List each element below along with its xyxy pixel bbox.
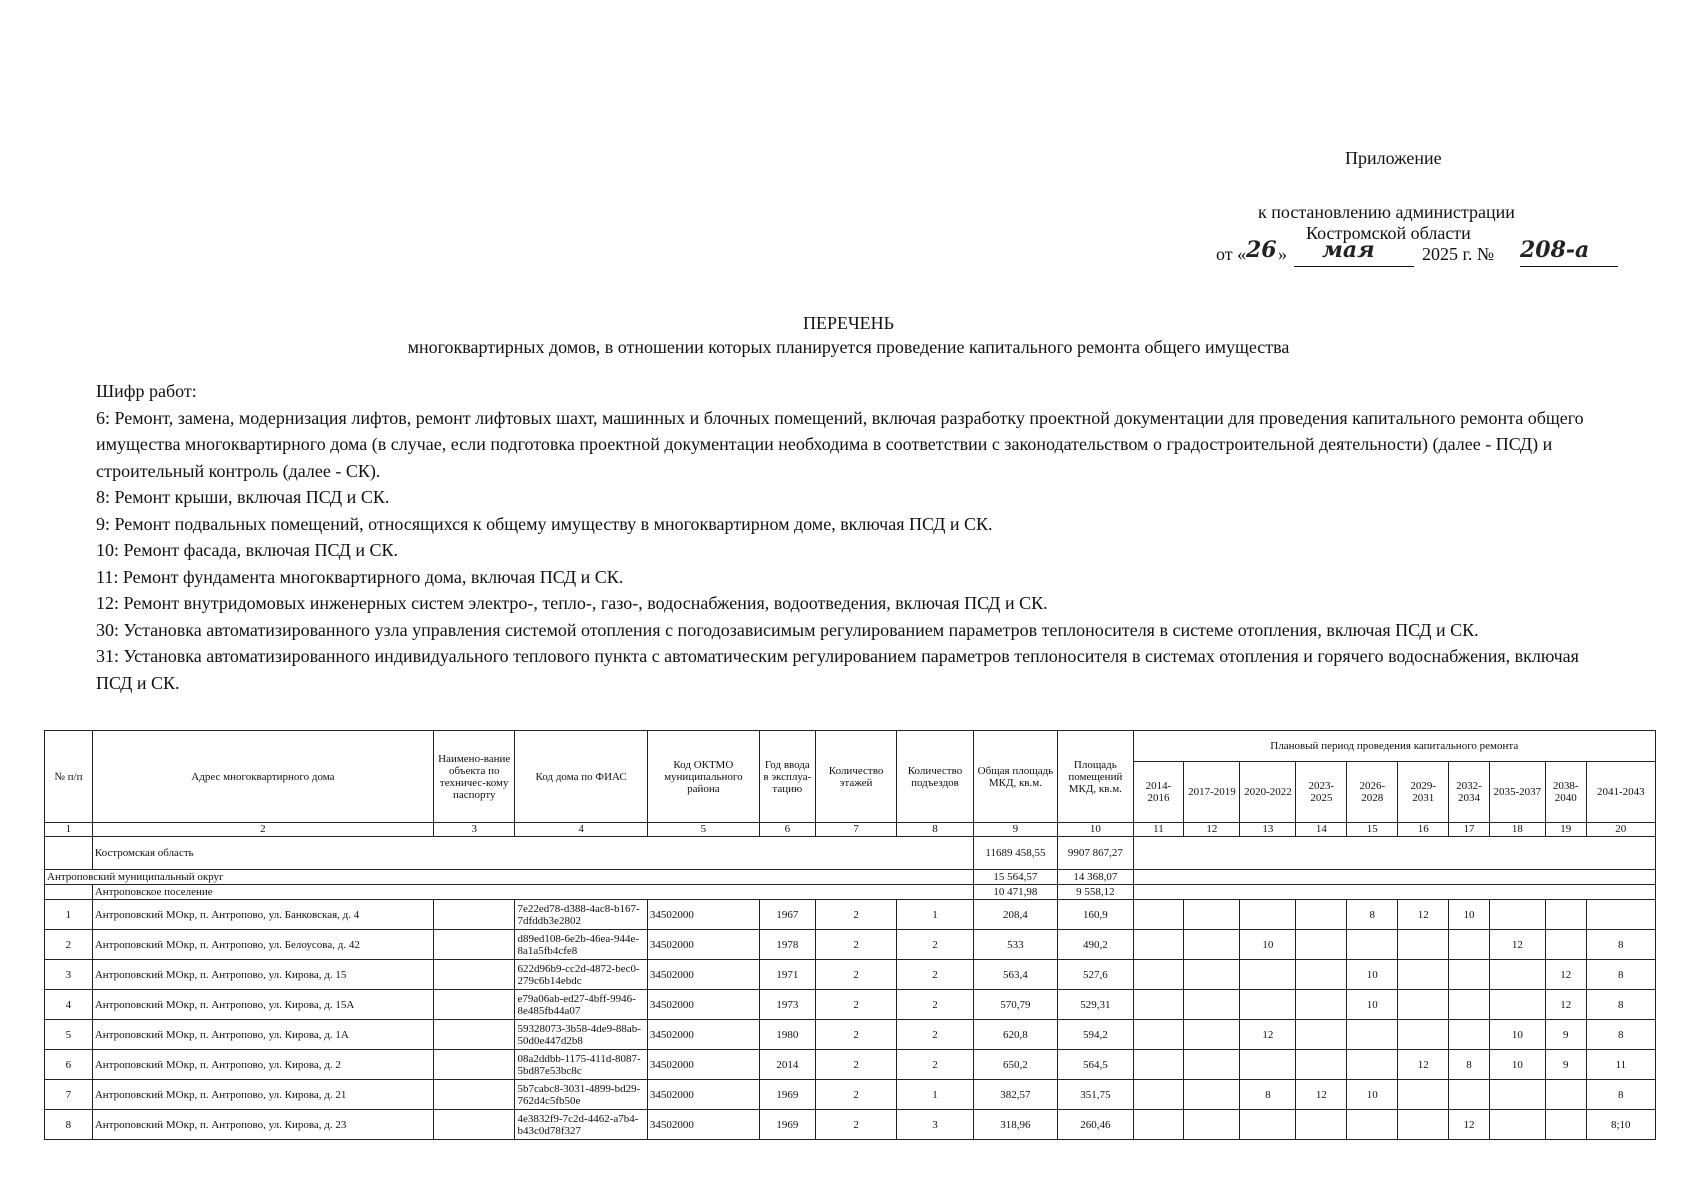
table-row [45, 1080, 1656, 1110]
row-number: 8 [45, 1110, 93, 1140]
row-fias: 08a2ddbb-1175-411d-8087-5bd87e53bc8c [515, 1050, 647, 1080]
municipality-name: Антроповский муниципальный округ [45, 870, 974, 885]
table-row [45, 1110, 1656, 1140]
row-period-1 [1184, 930, 1240, 960]
row-total-area: 620,8 [973, 1020, 1058, 1050]
row-number: 4 [45, 990, 93, 1020]
row-period-7: 10 [1489, 1050, 1545, 1080]
row-period-8 [1545, 930, 1586, 960]
row-period-5 [1398, 930, 1449, 960]
code-8: 8: Ремонт крыши, включая ПСД и СК. [96, 487, 390, 507]
column-number: 13 [1240, 823, 1296, 837]
code-10: 10: Ремонт фасада, включая ПСД и СК. [96, 540, 398, 560]
column-number: 4 [515, 823, 647, 837]
row-year: 1978 [759, 930, 815, 960]
row-fias: 4e3832f9-7c2d-4462-a7b4-b43c0d78f327 [515, 1110, 647, 1140]
column-number: 6 [759, 823, 815, 837]
decree-line-2: Костромской области [1306, 223, 1471, 243]
header-oktmo: Код ОКТМО муниципального района [647, 731, 759, 823]
row-period-2 [1240, 1110, 1296, 1140]
code-12: 12: Ремонт внутридомовых инженерных систем электро-, тепло-, газо-, водоснабжения, водоотведения, включая ПСД и СК. [96, 593, 1048, 613]
row-period-1 [1184, 990, 1240, 1020]
date-year: 2025 г. № [1422, 244, 1495, 264]
row-period-0 [1133, 960, 1184, 990]
row-period-4: 8 [1347, 900, 1398, 930]
row-fias: 5b7cabc8-3031-4899-bd29-762d4c5fb50e [515, 1080, 647, 1110]
region-total-area: 11689 458,55 [973, 837, 1058, 870]
row-oktmo: 34502000 [647, 960, 759, 990]
row-period-3 [1296, 990, 1347, 1020]
row-period-1 [1184, 1020, 1240, 1050]
column-number: 9 [973, 823, 1058, 837]
row-name [434, 1050, 515, 1080]
column-number: 19 [1545, 823, 1586, 837]
row-period-8 [1545, 1080, 1586, 1110]
region-room-area: 9907 867,27 [1058, 837, 1133, 870]
row-period-8 [1545, 900, 1586, 930]
row-period-2 [1240, 960, 1296, 990]
code-30: 30: Установка автоматизированного узла управления системой отопления с погодозависимым регулированием параметров теплоносителя в системе отопления, включая ПСД и СК. [96, 619, 1479, 640]
header-period-3: 2023-2025 [1296, 762, 1347, 823]
houses-table [44, 730, 1656, 1140]
row-period-9: 8 [1586, 930, 1655, 960]
row-period-4: 10 [1347, 960, 1398, 990]
row-total-area: 318,96 [973, 1110, 1058, 1140]
row-period-0 [1133, 1110, 1184, 1140]
column-number: 10 [1058, 823, 1133, 837]
row-period-9: 11 [1586, 1050, 1655, 1080]
row-fias: e79a06ab-ed27-4bff-9946-8e485fb44a07 [515, 990, 647, 1020]
row-period-5 [1398, 1080, 1449, 1110]
row-address: Антроповский МОкр, п. Антропово, ул. Банковская, д. 4 [92, 900, 433, 930]
row-year: 1973 [759, 990, 815, 1020]
row-year: 1980 [759, 1020, 815, 1050]
row-period-8: 9 [1545, 1050, 1586, 1080]
row-period-2: 12 [1240, 1020, 1296, 1050]
code-31: 31: Установка автоматизированного индивидуального теплового пункта с автоматическим регулированием параметров теплоносителя в системах отопления и горячего водоснабжения, включая ПСД и СК. [96, 646, 1579, 693]
row-period-9: 8;10 [1586, 1110, 1655, 1140]
row-period-0 [1133, 990, 1184, 1020]
row-period-9: 8 [1586, 990, 1655, 1020]
row-period-0 [1133, 930, 1184, 960]
row-period-1 [1184, 960, 1240, 990]
row-period-0 [1133, 1080, 1184, 1110]
row-period-5: 12 [1398, 1050, 1449, 1080]
codes-heading: Шифр работ: [96, 381, 197, 401]
header-fias: Код дома по ФИАС [515, 731, 647, 823]
row-oktmo: 34502000 [647, 1080, 759, 1110]
row-entrances: 2 [897, 990, 973, 1020]
settlement-name: Антроповское поселение [92, 885, 973, 900]
row-period-4 [1347, 930, 1398, 960]
column-number: 16 [1398, 823, 1449, 837]
row-period-6 [1449, 990, 1490, 1020]
row-period-4 [1347, 1050, 1398, 1080]
row-period-8: 12 [1545, 960, 1586, 990]
column-number: 8 [897, 823, 973, 837]
decree-line-1: к постановлению администрации [1258, 202, 1515, 222]
row-period-8: 12 [1545, 990, 1586, 1020]
row-floors: 2 [815, 990, 896, 1020]
row-address: Антроповский МОкр, п. Антропово, ул. Кирова, д. 2 [92, 1050, 433, 1080]
row-period-0 [1133, 900, 1184, 930]
row-period-3: 12 [1296, 1080, 1347, 1110]
document-title: ПЕРЕЧЕНЬ [802, 313, 895, 333]
header-room-area: Площадь помещений МКД, кв.м. [1058, 731, 1133, 823]
row-period-0 [1133, 1020, 1184, 1050]
row-name [434, 930, 515, 960]
row-floors: 2 [815, 1050, 896, 1080]
header-period: Плановый период проведения капитального ремонта [1133, 731, 1655, 762]
row-total-area: 563,4 [973, 960, 1058, 990]
row-number: 6 [45, 1050, 93, 1080]
row-address: Антроповский МОкр, п. Антропово, ул. Кирова, д. 15 [92, 960, 433, 990]
header-period-2: 2020-2022 [1240, 762, 1296, 823]
column-number: 5 [647, 823, 759, 837]
row-oktmo: 34502000 [647, 1050, 759, 1080]
row-period-9 [1586, 900, 1655, 930]
row-address: Антроповский МОкр, п. Антропово, ул. Кирова, д. 1А [92, 1020, 433, 1050]
date-month-handwritten: мая [1322, 237, 1375, 263]
row-oktmo: 34502000 [647, 1020, 759, 1050]
municipality-room-area: 14 368,07 [1058, 870, 1133, 885]
row-address: Антроповский МОкр, п. Антропово, ул. Кирова, д. 23 [92, 1110, 433, 1140]
row-period-6 [1449, 1080, 1490, 1110]
row-entrances: 1 [897, 1080, 973, 1110]
settlement-room-area: 9 558,12 [1058, 885, 1133, 900]
municipality-row [45, 870, 1656, 885]
row-period-4 [1347, 1110, 1398, 1140]
row-name [434, 1080, 515, 1110]
code-6: 6: Ремонт, замена, модернизация лифтов, ремонт лифтовых шахт, машинных и блочных помещений, включая разработку проектной документации для проведения капитального ремонта общего имущества многоквартирного дома (в случае, если подготовка проектной документации необходима в соответствии с законодательством о градостроительной деятельности) (далее - ПСД) и строительный контроль (далее - СК). [96, 407, 1584, 481]
row-period-8 [1545, 1110, 1586, 1140]
row-room-area: 160,9 [1058, 900, 1133, 930]
row-year: 1969 [759, 1110, 815, 1140]
document-subtitle: многоквартирных домов, в отношении которых планируется проведение капитального ремонта общего имущества [407, 337, 1290, 357]
header-floors: Количество этажей [815, 731, 896, 823]
row-period-3 [1296, 930, 1347, 960]
column-number: 18 [1489, 823, 1545, 837]
row-period-2: 8 [1240, 1080, 1296, 1110]
row-period-7 [1489, 900, 1545, 930]
row-fias: d89ed108-6e2b-46ea-944e-8a1a5fb4cfe8 [515, 930, 647, 960]
row-entrances: 2 [897, 930, 973, 960]
row-period-7: 12 [1489, 930, 1545, 960]
row-period-5 [1398, 960, 1449, 990]
row-name [434, 960, 515, 990]
row-period-3 [1296, 960, 1347, 990]
row-period-6 [1449, 960, 1490, 990]
row-period-5 [1398, 990, 1449, 1020]
row-period-3 [1296, 1050, 1347, 1080]
row-period-7 [1489, 1110, 1545, 1140]
column-number: 14 [1296, 823, 1347, 837]
row-period-2 [1240, 1050, 1296, 1080]
row-total-area: 650,2 [973, 1050, 1058, 1080]
row-total-area: 533 [973, 930, 1058, 960]
row-period-4: 10 [1347, 1080, 1398, 1110]
date-prefix: от « [1216, 244, 1247, 264]
row-floors: 2 [815, 1110, 896, 1140]
column-number: 3 [434, 823, 515, 837]
row-period-4 [1347, 1020, 1398, 1050]
column-number: 7 [815, 823, 896, 837]
row-period-6: 12 [1449, 1110, 1490, 1140]
row-period-7 [1489, 990, 1545, 1020]
row-number: 3 [45, 960, 93, 990]
row-period-2: 10 [1240, 930, 1296, 960]
row-period-3 [1296, 1020, 1347, 1050]
row-period-7: 10 [1489, 1020, 1545, 1050]
row-period-3 [1296, 900, 1347, 930]
row-oktmo: 34502000 [647, 930, 759, 960]
row-period-9: 8 [1586, 960, 1655, 990]
row-period-9: 8 [1586, 1080, 1655, 1110]
row-period-9: 8 [1586, 1020, 1655, 1050]
row-total-area: 382,57 [973, 1080, 1058, 1110]
code-11: 11: Ремонт фундамента многоквартирного дома, включая ПСД и СК. [96, 566, 624, 587]
row-name [434, 1020, 515, 1050]
row-period-6: 10 [1449, 900, 1490, 930]
row-year: 1969 [759, 1080, 815, 1110]
row-period-5: 12 [1398, 900, 1449, 930]
table-row [45, 930, 1656, 960]
row-address: Антроповский МОкр, п. Антропово, ул. Кирова, д. 15А [92, 990, 433, 1020]
column-number: 17 [1449, 823, 1490, 837]
header-total-area: Общая площадь МКД, кв.м. [973, 731, 1058, 823]
column-number: 1 [45, 823, 93, 837]
row-period-6 [1449, 930, 1490, 960]
row-period-1 [1184, 1080, 1240, 1110]
column-number: 2 [92, 823, 433, 837]
header-period-6: 2032-2034 [1449, 762, 1490, 823]
header-name: Наимено-вание объекта по техничес-кому паспорту [434, 731, 515, 823]
header-period-0: 2014-2016 [1133, 762, 1184, 823]
row-period-6 [1449, 1020, 1490, 1050]
row-total-area: 208,4 [973, 900, 1058, 930]
row-year: 1967 [759, 900, 815, 930]
row-period-7 [1489, 1080, 1545, 1110]
table-row [45, 1020, 1656, 1050]
row-floors: 2 [815, 900, 896, 930]
date-day-handwritten: 26 [1246, 237, 1277, 263]
table-row [45, 960, 1656, 990]
row-period-2 [1240, 900, 1296, 930]
region-name: Костромская область [92, 837, 973, 870]
row-period-0 [1133, 1050, 1184, 1080]
row-entrances: 3 [897, 1110, 973, 1140]
column-number: 12 [1184, 823, 1240, 837]
header-address: Адрес многоквартирного дома [92, 731, 433, 823]
row-number: 5 [45, 1020, 93, 1050]
table-row [45, 1050, 1656, 1080]
row-period-6: 8 [1449, 1050, 1490, 1080]
row-period-5 [1398, 1020, 1449, 1050]
row-period-5 [1398, 1110, 1449, 1140]
row-floors: 2 [815, 1020, 896, 1050]
row-oktmo: 34502000 [647, 1110, 759, 1140]
row-fias: 7e22ed78-d388-4ac8-b167-7dfddb3e2802 [515, 900, 647, 930]
row-entrances: 2 [897, 1020, 973, 1050]
row-year: 1971 [759, 960, 815, 990]
row-address: Антроповский МОкр, п. Антропово, ул. Кирова, д. 21 [92, 1080, 433, 1110]
row-oktmo: 34502000 [647, 990, 759, 1020]
header-period-1: 2017-2019 [1184, 762, 1240, 823]
row-entrances: 2 [897, 1050, 973, 1080]
row-room-area: 527,6 [1058, 960, 1133, 990]
row-period-7 [1489, 960, 1545, 990]
row-floors: 2 [815, 930, 896, 960]
row-period-1 [1184, 900, 1240, 930]
code-9: 9: Ремонт подвальных помещений, относящихся к общему имуществу в многоквартирном доме, включая ПСД и СК. [96, 513, 993, 534]
header-period-9: 2041-2043 [1586, 762, 1655, 823]
header-num: № п/п [45, 731, 93, 823]
table-row [45, 900, 1656, 930]
row-fias: 59328073-3b58-4de9-88ab-50d0e447d2b8 [515, 1020, 647, 1050]
row-name [434, 990, 515, 1020]
column-number: 15 [1347, 823, 1398, 837]
row-period-8: 9 [1545, 1020, 1586, 1050]
column-number: 11 [1133, 823, 1184, 837]
header-entrances: Количество подъездов [897, 731, 973, 823]
row-entrances: 2 [897, 960, 973, 990]
municipality-total-area: 15 564,57 [973, 870, 1058, 885]
row-room-area: 490,2 [1058, 930, 1133, 960]
column-number: 20 [1586, 823, 1655, 837]
row-number: 2 [45, 930, 93, 960]
row-total-area: 570,79 [973, 990, 1058, 1020]
header-period-8: 2038-2040 [1545, 762, 1586, 823]
row-room-area: 529,31 [1058, 990, 1133, 1020]
row-fias: 622d96b9-cc2d-4872-bec0-279c6b14ebdc [515, 960, 647, 990]
row-floors: 2 [815, 1080, 896, 1110]
date-quote: » [1278, 244, 1287, 264]
row-entrances: 1 [897, 900, 973, 930]
work-codes [96, 378, 1596, 696]
decree-reference [1190, 202, 1660, 268]
row-name [434, 900, 515, 930]
row-room-area: 594,2 [1058, 1020, 1133, 1050]
header-period-5: 2029-2031 [1398, 762, 1449, 823]
row-name [434, 1110, 515, 1140]
row-period-2 [1240, 990, 1296, 1020]
region-row [45, 837, 1656, 870]
decree-date-line [1190, 237, 1660, 268]
row-period-3 [1296, 1110, 1347, 1140]
row-period-4: 10 [1347, 990, 1398, 1020]
row-number: 7 [45, 1080, 93, 1110]
settlement-total-area: 10 471,98 [973, 885, 1058, 900]
settlement-row [45, 885, 1656, 900]
row-period-1 [1184, 1110, 1240, 1140]
row-room-area: 260,46 [1058, 1110, 1133, 1140]
row-room-area: 564,5 [1058, 1050, 1133, 1080]
row-number: 1 [45, 900, 93, 930]
row-address: Антроповский МОкр, п. Антропово, ул. Белоусова, д. 42 [92, 930, 433, 960]
row-room-area: 351,75 [1058, 1080, 1133, 1110]
decree-number-handwritten: 208-а [1520, 237, 1590, 263]
header-period-4: 2026-2028 [1347, 762, 1398, 823]
row-period-1 [1184, 1050, 1240, 1080]
appendix-label: Приложение [1345, 148, 1442, 168]
row-oktmo: 34502000 [647, 900, 759, 930]
header-period-7: 2035-2037 [1489, 762, 1545, 823]
header-year: Год ввода в эксплуа-тацию [759, 731, 815, 823]
table-row [45, 990, 1656, 1020]
row-year: 2014 [759, 1050, 815, 1080]
row-floors: 2 [815, 960, 896, 990]
